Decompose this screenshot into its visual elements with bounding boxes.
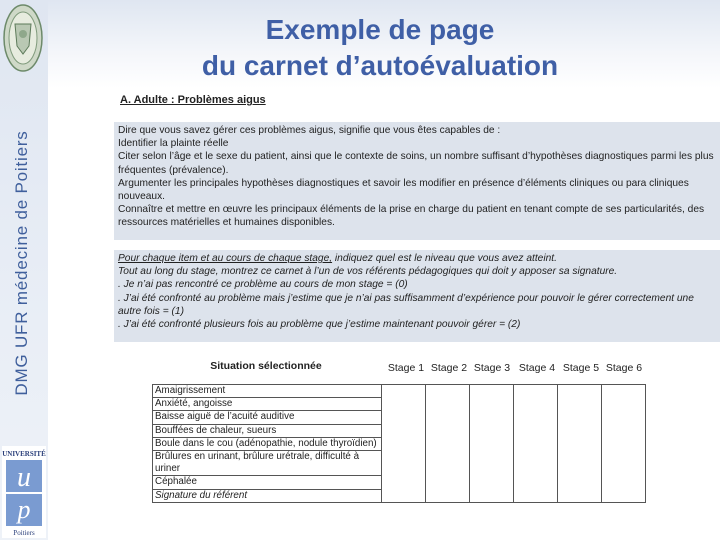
svg-text:Poitiers: Poitiers	[13, 529, 35, 537]
instruction-line: Tout au long du stage, montrez ce carnet à l’un de vos référents pédagogiques qui doit y apposer sa signature.	[118, 266, 618, 278]
instruction-rest: indiquez quel est le niveau que vous avez atteint.	[332, 253, 557, 264]
stage-cell[interactable]	[470, 385, 514, 503]
stage-cell[interactable]	[426, 385, 470, 503]
stage-cell[interactable]	[558, 385, 602, 503]
situation-cell: Amaigrissement	[153, 385, 382, 398]
intro-line: Argumenter les principales hypothèses diagnostiques et savoir les modifier en présence d’éléments cliniques ou para cliniques nouveaux.	[118, 177, 689, 203]
stage-header: Stage 6	[605, 362, 643, 374]
instruction-line	[118, 252, 718, 265]
stage-cell[interactable]	[514, 385, 558, 503]
stage-cell[interactable]	[382, 385, 426, 503]
instruction-line: . Je n’ai pas rencontré ce problème au cours de mon stage = (0)	[118, 279, 408, 291]
intro-line: Connaître et mettre en œuvre les principaux éléments de la prise en charge du patient en tenant compte de ses particularités, des ressources matérielles et humaines disponibles.	[118, 204, 705, 229]
instruction-line: . J’ai été confronté plusieurs fois au problème que j’estime maintenant pouvoir gérer = (2)	[118, 319, 521, 331]
instruction-underlined: Pour chaque item et au cours de chaque stage,	[118, 253, 333, 264]
svg-text:u: u	[17, 462, 31, 493]
situation-cell: Boule dans le cou (adénopathie, nodule thyroïdien)	[153, 437, 382, 450]
stage-header: Stage 2	[430, 362, 468, 374]
instructions-text	[118, 252, 718, 331]
page-title	[80, 12, 680, 84]
instruction-line: . J’ai été confronté au problème mais j’estime que je n’ai pas suffisamment d’expérience pour pouvoir le gérer correctement une autre fois = (1)	[118, 292, 694, 317]
left-sidebar	[0, 0, 48, 540]
intro-line: Dire que vous savez gérer ces problèmes aigus, signifie que vous êtes capables de :	[118, 125, 501, 136]
situation-cell: Bouffées de chaleur, sueurs	[153, 424, 382, 437]
situation-cell: Baisse aiguë de l’acuité auditive	[153, 411, 382, 424]
svg-text:p: p	[17, 495, 31, 524]
situations-table	[152, 384, 646, 503]
section-heading: A. Adulte : Problèmes aigus	[120, 94, 266, 106]
faculty-vertical-label: DMG UFR médecine de Poitiers	[12, 130, 31, 396]
svg-text:UNIVERSITÉ: UNIVERSITÉ	[2, 450, 46, 458]
stage-cell[interactable]	[602, 385, 646, 503]
situation-cell: Céphalée	[153, 476, 382, 489]
intro-line: Citer selon l’âge et le sexe du patient, ainsi que le contexte de soins, un nombre suffisant d’hypothèses diagnostiques parmi les plus fréquentes (prévalence).	[118, 151, 714, 176]
table-header-situation: Situation sélectionnée	[210, 360, 322, 372]
title-line-2: du carnet d’autoévaluation	[201, 50, 559, 81]
title-line-1: Exemple de page	[265, 14, 495, 45]
signature-cell: Signature du référent	[153, 489, 382, 502]
universite-poitiers-logo	[2, 446, 46, 538]
situation-cell: Brûlures en urinant, brûlure urétrale, difficulté à uriner	[153, 451, 382, 476]
stage-header: Stage 4	[518, 362, 556, 374]
stage-header: Stage 3	[473, 362, 511, 374]
stage-header: Stage 1	[387, 362, 425, 374]
situation-cell: Anxiété, angoisse	[153, 398, 382, 411]
intro-line: Identifier la plainte réelle	[118, 138, 229, 150]
university-crest-icon	[2, 2, 44, 74]
intro-text	[118, 124, 718, 230]
table-row	[153, 385, 646, 398]
stage-header: Stage 5	[562, 362, 600, 374]
